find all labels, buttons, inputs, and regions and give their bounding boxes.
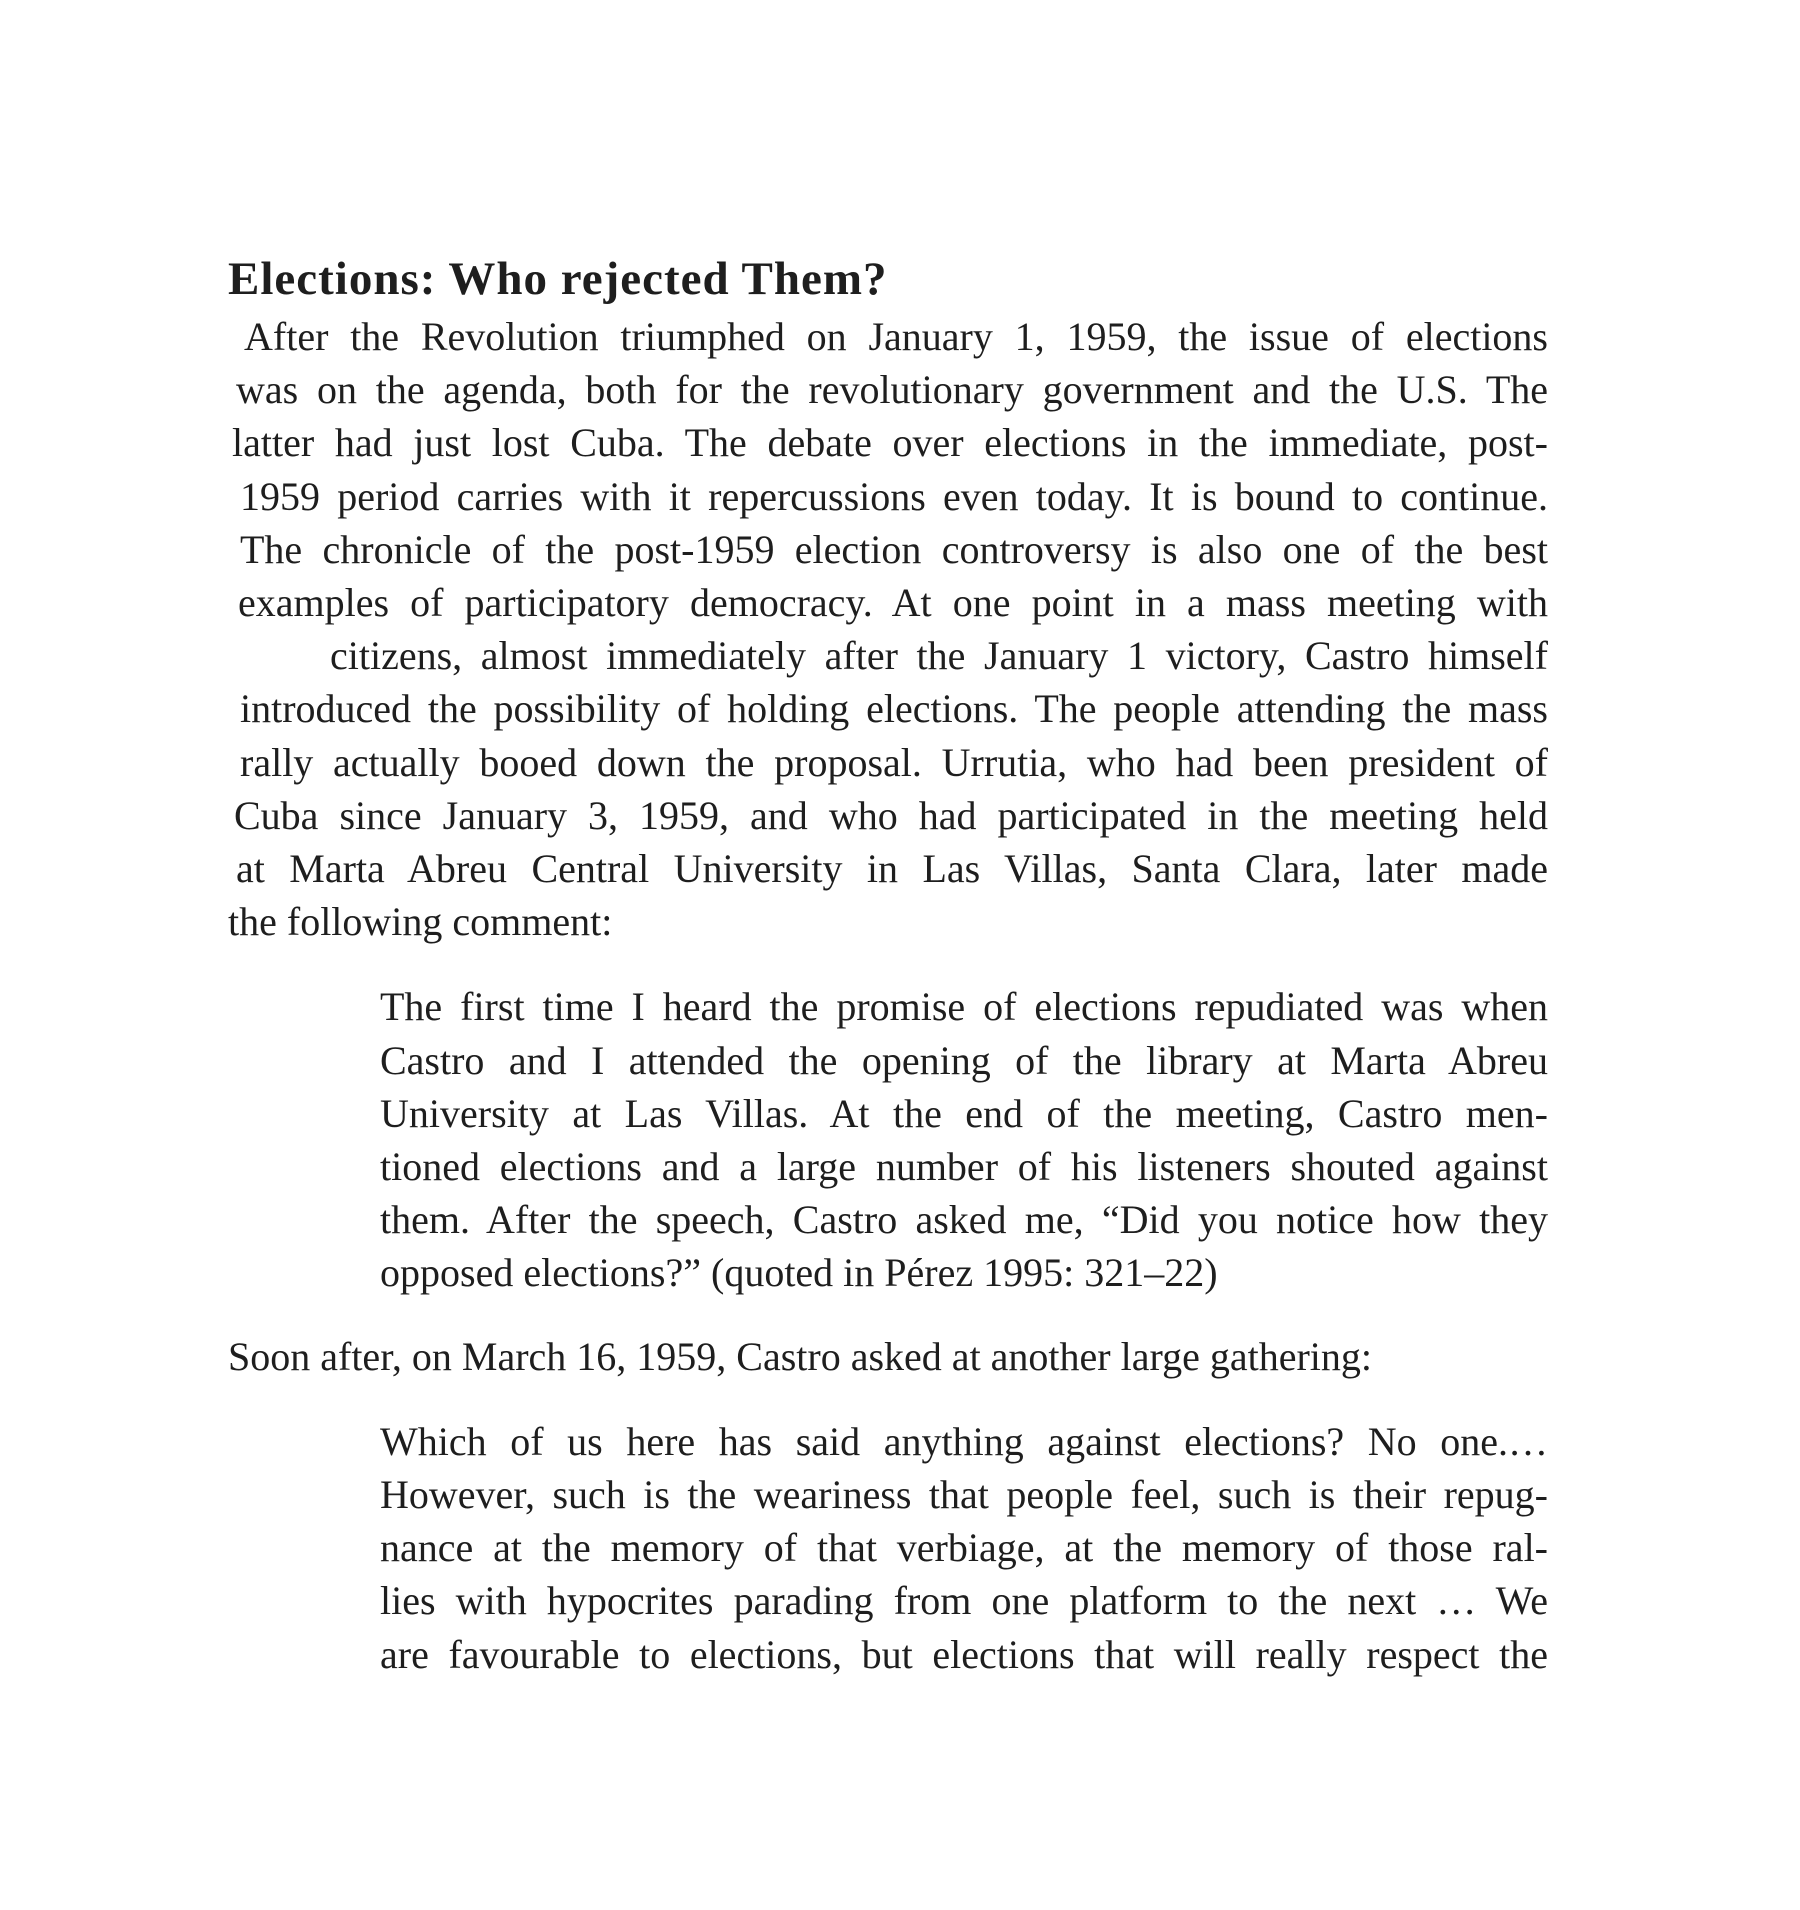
paragraph-1-line: After the Revolution triumphed on January 1, 1959, the issue of elections	[244, 314, 1548, 359]
paragraph-1-line: 1959 period carries with it repercussions even today. It is bound to continue.	[240, 473, 1548, 519]
quote-2-line: lies with hypocrites parading from one platform to the next … We	[380, 1578, 1548, 1624]
page-content	[228, 250, 1548, 1681]
paragraph-2-line: Soon after, on March 16, 1959, Castro asked at another large gathering:	[228, 1333, 1373, 1379]
quote-1-line: opposed elections?” (quoted in Pérez 1995: 321–22)	[380, 1250, 1218, 1296]
paragraph-1-line: citizens, almost immediately after the January 1 victory, Castro himself	[330, 633, 1548, 679]
paragraph-2	[228, 1330, 1548, 1383]
paragraph-1-line: examples of participatory democracy. At one point in a mass meeting with	[238, 580, 1548, 626]
block-quote-1	[380, 980, 1548, 1299]
paragraph-1	[228, 310, 1548, 948]
quote-1-line: them. After the speech, Castro asked me, “Did you notice how they	[380, 1197, 1548, 1243]
paragraph-1-line: The chronicle of the post-1959 election controversy is also one of the best	[240, 526, 1548, 572]
quote-1-line: University at Las Villas. At the end of the meeting, Castro men-	[380, 1090, 1548, 1136]
quote-1-line: Castro and I attended the opening of the library at Marta Abreu	[380, 1037, 1548, 1083]
paragraph-1-line: Cuba since January 3, 1959, and who had participated in the meeting held	[234, 792, 1548, 838]
paragraph-1-line: rally actually booed down the proposal. Urrutia, who had been president of	[240, 739, 1548, 785]
quote-1-line: tioned elections and a large number of his listeners shouted against	[380, 1144, 1548, 1190]
quote-1-line: The first time I heard the promise of elections repudiated was when	[380, 984, 1548, 1030]
paragraph-1-line: was on the agenda, both for the revolutionary government and the U.S. The	[236, 367, 1548, 413]
block-quote-2	[380, 1415, 1548, 1681]
paragraph-1-line: at Marta Abreu Central University in Las Villas, Santa Clara, later made	[236, 846, 1548, 892]
section-heading: Elections: Who rejected Them?	[228, 253, 888, 305]
paragraph-1-line: latter had just lost Cuba. The debate over elections in the immediate, post-	[232, 420, 1548, 466]
paragraph-1-line: introduced the possibility of holding elections. The people attending the mass	[240, 686, 1548, 732]
quote-2-line: Which of us here has said anything against elections? No one.…	[380, 1418, 1548, 1464]
paragraph-1-line: the following comment:	[228, 899, 613, 945]
quote-2-line: However, such is the weariness that people feel, such is their repug-	[380, 1472, 1548, 1518]
quote-2-line: are favourable to elections, but elections that will really respect the	[380, 1631, 1548, 1677]
quote-2-line: nance at the memory of that verbiage, at the memory of those ral-	[380, 1525, 1548, 1571]
